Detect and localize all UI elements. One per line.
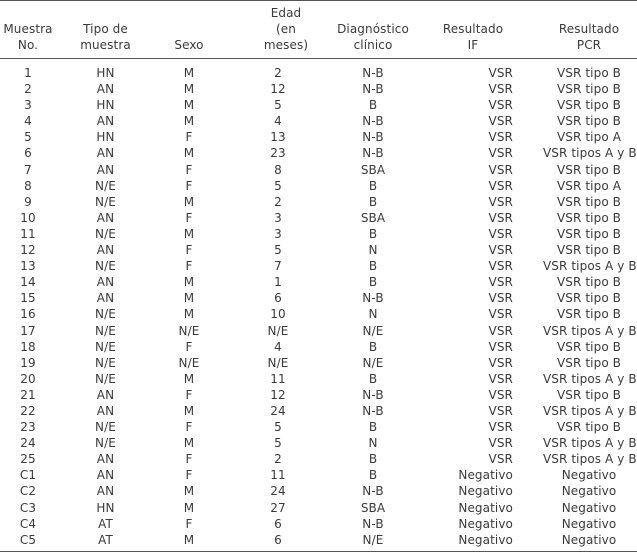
table-row — [0, 419, 637, 435]
header-line: clínico — [353, 38, 393, 52]
cell-diagnostico-clinico: N — [368, 243, 378, 258]
cell-muestra-no: 9 — [24, 194, 32, 209]
cell-diagnostico-clinico: N-B — [362, 484, 384, 499]
cell-muestra-no: 8 — [24, 178, 32, 193]
cell-muestra-no: 10 — [20, 210, 36, 225]
table-row — [0, 274, 637, 290]
header-resultado-pcr — [527, 1, 637, 59]
cell-resultado-if: VSR — [488, 162, 513, 177]
cell-edad: 24 — [270, 403, 286, 418]
cell-muestra-no: 24 — [20, 436, 36, 451]
cell-sexo: M — [183, 436, 195, 451]
cell-tipo-de-muestra: HN — [96, 500, 115, 515]
header-line: Diagnóstico — [337, 22, 409, 36]
cell-sexo: F — [185, 210, 193, 225]
cell-sexo: M — [183, 484, 195, 499]
header-tipo-de-muestra — [58, 1, 153, 59]
cell-diagnostico-clinico: N/E — [362, 323, 384, 338]
cell-resultado-if: VSR — [488, 66, 513, 80]
header-line: Sexo — [174, 38, 204, 52]
cell-resultado-pcr: VSR tipos A y B — [543, 452, 637, 467]
cell-resultado-if: VSR — [488, 403, 513, 418]
header-line: muestra — [80, 38, 131, 52]
header-line: Edad — [270, 6, 302, 20]
cell-tipo-de-muestra: AN — [96, 243, 115, 258]
cell-resultado-if: Negativo — [458, 500, 513, 515]
table-row — [0, 500, 637, 516]
cell-resultado-if: VSR — [488, 291, 513, 306]
cell-resultado-if: VSR — [488, 387, 513, 402]
cell-resultado-pcr: Negativo — [561, 468, 617, 483]
cell-resultado-if: VSR — [488, 275, 513, 290]
header-line: Muestra — [3, 22, 53, 36]
cell-resultado-if: VSR — [488, 436, 513, 451]
cell-resultado-pcr: VSR tipos A y B — [543, 146, 637, 161]
cell-tipo-de-muestra: N/E — [95, 371, 116, 386]
table-row — [0, 306, 637, 322]
cell-diagnostico-clinico: N-B — [362, 387, 384, 402]
table-row — [0, 532, 637, 552]
cell-diagnostico-clinico: B — [368, 452, 378, 467]
cell-edad: N/E — [267, 323, 289, 338]
cell-sexo: M — [183, 114, 195, 129]
table-row — [0, 435, 637, 451]
cell-diagnostico-clinico: N-B — [362, 516, 384, 531]
cell-edad: 27 — [270, 500, 286, 515]
table-row — [0, 339, 637, 355]
cell-resultado-pcr: VSR tipos A y B — [543, 403, 637, 418]
cell-diagnostico-clinico: N/E — [319, 532, 427, 552]
cell-resultado-pcr: VSR tipo B — [556, 82, 622, 97]
cell-muestra-no: 6 — [24, 146, 32, 161]
cell-edad: 5 — [274, 243, 282, 258]
cell-sexo: M — [153, 532, 225, 552]
cell-diagnostico-clinico: N — [368, 436, 378, 451]
cell-resultado-pcr: VSR tipo B — [556, 420, 622, 435]
cell-sexo: F — [185, 243, 193, 258]
cell-muestra-no: 19 — [20, 355, 36, 370]
cell-diagnostico-clinico: N — [368, 307, 378, 322]
cell-diagnostico-clinico: N-B — [362, 66, 384, 80]
cell-sexo: F — [185, 259, 193, 274]
cell-tipo-de-muestra: AN — [96, 468, 115, 483]
cell-resultado-pcr: Negativo — [561, 500, 617, 515]
header-line: Resultado — [442, 22, 504, 36]
cell-edad: 7 — [274, 259, 282, 274]
cell-diagnostico-clinico: N-B — [362, 82, 384, 97]
cell-resultado-if: Negativo — [427, 532, 527, 552]
cell-sexo: F — [185, 162, 193, 177]
cell-sexo: F — [185, 468, 193, 483]
cell-diagnostico-clinico: N/E — [362, 355, 384, 370]
header-line: Tipo de — [83, 22, 128, 36]
cell-resultado-if: VSR — [488, 339, 513, 354]
cell-diagnostico-clinico: B — [368, 98, 378, 113]
cell-muestra-no: 15 — [20, 291, 36, 306]
cell-edad: 13 — [270, 130, 286, 145]
cell-resultado-pcr: VSR tipo B — [556, 226, 622, 241]
header-line: Resultado — [558, 22, 620, 36]
cell-resultado-pcr: VSR tipo B — [556, 243, 622, 258]
cell-tipo-de-muestra: N/E — [95, 259, 116, 274]
cell-muestra-no: 17 — [20, 323, 36, 338]
cell-tipo-de-muestra: N/E — [95, 307, 116, 322]
cell-edad: 5 — [274, 178, 282, 193]
table-row — [0, 129, 637, 145]
header-resultado-if — [427, 1, 527, 59]
table-row — [0, 258, 637, 274]
cell-resultado-if: VSR — [488, 420, 513, 435]
cell-resultado-pcr: VSR tipo B — [556, 387, 622, 402]
cell-edad: 10 — [270, 307, 286, 322]
header-line: (en meses) — [263, 22, 309, 52]
cell-tipo-de-muestra: AN — [96, 82, 115, 97]
cell-sexo: M — [183, 98, 195, 113]
cell-tipo-de-muestra: HN — [96, 66, 115, 80]
cell-resultado-if: VSR — [488, 194, 513, 209]
cell-resultado-pcr: VSR tipos A y B — [543, 259, 637, 274]
header-line: PCR — [576, 38, 602, 52]
cell-resultado-pcr: VSR tipos A y B — [543, 371, 637, 386]
cell-sexo: M — [183, 226, 195, 241]
cell-edad: 8 — [274, 162, 282, 177]
cell-resultado-if: VSR — [488, 146, 513, 161]
table-row — [0, 467, 637, 483]
table-row — [0, 387, 637, 403]
cell-muestra-no: C1 — [19, 468, 37, 483]
cell-sexo: M — [183, 194, 195, 209]
cell-diagnostico-clinico: SBA — [360, 162, 386, 177]
cell-resultado-if: VSR — [488, 371, 513, 386]
cell-tipo-de-muestra: AT — [98, 516, 113, 531]
cell-diagnostico-clinico: B — [368, 371, 378, 386]
cell-muestra-no: 23 — [20, 420, 36, 435]
cell-tipo-de-muestra: N/E — [95, 194, 116, 209]
cell-muestra-no: 21 — [20, 387, 36, 402]
cell-muestra-no: 13 — [20, 259, 36, 274]
cell-muestra-no: C3 — [19, 500, 37, 515]
cell-sexo: F — [185, 516, 193, 531]
cell-tipo-de-muestra: N/E — [95, 178, 116, 193]
cell-diagnostico-clinico: B — [368, 420, 378, 435]
cell-resultado-pcr: VSR tipo B — [556, 307, 622, 322]
cell-sexo: F — [185, 387, 193, 402]
cell-resultado-pcr: Negativo — [561, 516, 617, 531]
cell-muestra-no: 4 — [24, 114, 32, 129]
cell-edad: 5 — [274, 436, 282, 451]
table-row — [0, 290, 637, 306]
cell-diagnostico-clinico: N-B — [362, 114, 384, 129]
cell-edad: N/E — [267, 355, 289, 370]
cell-tipo-de-muestra: AN — [96, 210, 115, 225]
table-row — [0, 226, 637, 242]
cell-resultado-if: Negativo — [458, 484, 513, 499]
cell-resultado-pcr: VSR tipo B — [556, 291, 622, 306]
cell-edad: 11 — [270, 371, 286, 386]
cell-resultado-if: VSR — [488, 226, 513, 241]
cell-sexo: M — [183, 66, 195, 80]
cell-tipo-de-muestra: N/E — [95, 436, 116, 451]
cell-edad: 3 — [274, 226, 282, 241]
cell-diagnostico-clinico: B — [368, 178, 378, 193]
cell-sexo: F — [185, 420, 193, 435]
cell-edad: 23 — [270, 146, 286, 161]
cell-edad: 4 — [274, 114, 282, 129]
cell-sexo: F — [185, 452, 193, 467]
cell-muestra-no: 18 — [20, 339, 36, 354]
cell-diagnostico-clinico: B — [368, 468, 378, 483]
table-row — [0, 194, 637, 210]
cell-diagnostico-clinico: B — [368, 339, 378, 354]
cell-diagnostico-clinico: B — [368, 226, 378, 241]
cell-resultado-pcr: VSR tipos A y B — [543, 436, 637, 451]
cell-edad: 6 — [274, 516, 282, 531]
cell-edad: 2 — [274, 66, 282, 80]
table-row — [0, 371, 637, 387]
header-diagnostico-clinico — [319, 1, 427, 59]
cell-resultado-pcr: VSR tipo B — [556, 66, 622, 80]
cell-edad: 3 — [274, 210, 282, 225]
cell-edad: 6 — [225, 532, 319, 552]
cell-muestra-no: 16 — [20, 307, 36, 322]
cell-edad: 12 — [270, 82, 286, 97]
table-header — [0, 1, 637, 59]
cell-resultado-pcr: VSR tipo A — [557, 130, 621, 145]
header-line: IF — [467, 38, 479, 52]
cell-diagnostico-clinico: SBA — [360, 500, 386, 515]
cell-resultado-if: VSR — [488, 243, 513, 258]
cell-tipo-de-muestra: N/E — [95, 323, 116, 338]
cell-sexo: M — [183, 291, 195, 306]
cell-tipo-de-muestra: AN — [96, 275, 115, 290]
cell-diagnostico-clinico: B — [368, 259, 378, 274]
cell-sexo: N/E — [178, 323, 200, 338]
table-row — [0, 483, 637, 499]
cell-edad: 12 — [270, 387, 286, 402]
cell-muestra-no: 25 — [20, 452, 36, 467]
cell-muestra-no: 5 — [24, 130, 32, 145]
header-sexo — [153, 1, 225, 59]
cell-tipo-de-muestra: AN — [96, 114, 115, 129]
cell-resultado-if: VSR — [488, 114, 513, 129]
cell-resultado-pcr: VSR tipo B — [556, 355, 622, 370]
cell-tipo-de-muestra: AN — [96, 162, 115, 177]
cell-resultado-pcr: VSR tipos A y B — [543, 323, 637, 338]
cell-resultado-if: Negativo — [458, 516, 513, 531]
cell-edad: 2 — [274, 452, 282, 467]
table-row — [0, 113, 637, 129]
cell-resultado-if: VSR — [488, 259, 513, 274]
header-row — [0, 1, 637, 59]
cell-sexo: M — [183, 371, 195, 386]
cell-muestra-no: 20 — [20, 371, 36, 386]
cell-resultado-pcr: Negativo — [561, 484, 617, 499]
cell-diagnostico-clinico: SBA — [360, 210, 386, 225]
cell-sexo: M — [183, 403, 195, 418]
cell-muestra-no: 14 — [20, 275, 36, 290]
cell-sexo: N/E — [178, 355, 200, 370]
cell-sexo: M — [183, 82, 195, 97]
cell-tipo-de-muestra: N/E — [95, 339, 116, 354]
table-row — [0, 81, 637, 97]
cell-tipo-de-muestra: HN — [96, 98, 115, 113]
cell-resultado-pcr: VSR tipo B — [556, 162, 622, 177]
cell-resultado-if: VSR — [488, 355, 513, 370]
cell-muestra-no: 7 — [24, 162, 32, 177]
cell-tipo-de-muestra: HN — [96, 130, 115, 145]
cell-tipo-de-muestra: AN — [96, 291, 115, 306]
cell-diagnostico-clinico: N-B — [362, 130, 384, 145]
header-muestra-no — [0, 1, 58, 59]
cell-muestra-no: 22 — [20, 403, 36, 418]
cell-resultado-pcr: VSR tipo A — [557, 178, 621, 193]
cell-sexo: F — [185, 339, 193, 354]
cell-resultado-if: Negativo — [458, 468, 513, 483]
cell-edad: 2 — [274, 194, 282, 209]
table-row — [0, 403, 637, 419]
table-row — [0, 145, 637, 161]
cell-sexo: M — [183, 146, 195, 161]
cell-resultado-pcr: VSR tipo B — [556, 275, 622, 290]
table-row — [0, 210, 637, 226]
cell-sexo: M — [183, 500, 195, 515]
cell-edad: 6 — [274, 291, 282, 306]
cell-edad: 11 — [270, 468, 286, 483]
cell-resultado-if: VSR — [488, 307, 513, 322]
cell-tipo-de-muestra: AT — [58, 532, 153, 552]
cell-resultado-pcr: VSR tipo B — [556, 114, 622, 129]
cell-resultado-pcr: VSR tipo B — [556, 210, 622, 225]
header-edad — [225, 1, 319, 59]
cell-edad: 5 — [274, 98, 282, 113]
cell-edad: 1 — [274, 275, 282, 290]
table-row — [0, 59, 637, 82]
cell-muestra-no: C5 — [0, 532, 58, 552]
header-line: No. — [17, 38, 39, 52]
cell-tipo-de-muestra: N/E — [95, 226, 116, 241]
table-row — [0, 242, 637, 258]
cell-resultado-if: VSR — [488, 178, 513, 193]
cell-resultado-pcr: VSR tipo B — [556, 339, 622, 354]
cell-resultado-if: VSR — [488, 82, 513, 97]
cell-edad: 24 — [270, 484, 286, 499]
cell-resultado-pcr: VSR tipo B — [556, 98, 622, 113]
cell-muestra-no: 3 — [24, 98, 32, 113]
cell-muestra-no: 12 — [20, 243, 36, 258]
cell-edad: 4 — [274, 339, 282, 354]
table-body — [0, 59, 637, 552]
table-row — [0, 97, 637, 113]
cell-resultado-if: VSR — [488, 210, 513, 225]
table-row — [0, 516, 637, 532]
table-row — [0, 178, 637, 194]
table-row — [0, 323, 637, 339]
cell-tipo-de-muestra: AN — [96, 452, 115, 467]
cell-muestra-no: C4 — [19, 516, 37, 531]
cell-diagnostico-clinico: N-B — [362, 146, 384, 161]
cell-edad: 5 — [274, 420, 282, 435]
cell-sexo: M — [183, 307, 195, 322]
cell-resultado-if: VSR — [488, 323, 513, 338]
table-row — [0, 451, 637, 467]
cell-resultado-if: VSR — [488, 452, 513, 467]
cell-sexo: F — [185, 130, 193, 145]
cell-tipo-de-muestra: AN — [96, 146, 115, 161]
cell-muestra-no: 2 — [24, 82, 32, 97]
cell-resultado-if: VSR — [488, 130, 513, 145]
cell-muestra-no: 11 — [20, 226, 36, 241]
table-row — [0, 162, 637, 178]
cell-muestra-no: 1 — [24, 66, 32, 80]
cell-sexo: F — [185, 178, 193, 193]
cell-muestra-no: C2 — [19, 484, 37, 499]
cell-sexo: M — [183, 275, 195, 290]
cell-diagnostico-clinico: B — [368, 194, 378, 209]
cell-diagnostico-clinico: B — [368, 275, 378, 290]
cell-resultado-pcr: Negativo — [527, 532, 637, 552]
cell-tipo-de-muestra: N/E — [95, 420, 116, 435]
cell-tipo-de-muestra: AN — [96, 484, 115, 499]
cell-resultado-if: VSR — [488, 98, 513, 113]
cell-diagnostico-clinico: N-B — [362, 291, 384, 306]
cell-tipo-de-muestra: N/E — [95, 355, 116, 370]
cell-tipo-de-muestra: AN — [96, 403, 115, 418]
table-row — [0, 355, 637, 371]
cell-diagnostico-clinico: N-B — [362, 403, 384, 418]
cell-resultado-pcr: VSR tipo B — [556, 194, 622, 209]
cell-tipo-de-muestra: AN — [96, 387, 115, 402]
